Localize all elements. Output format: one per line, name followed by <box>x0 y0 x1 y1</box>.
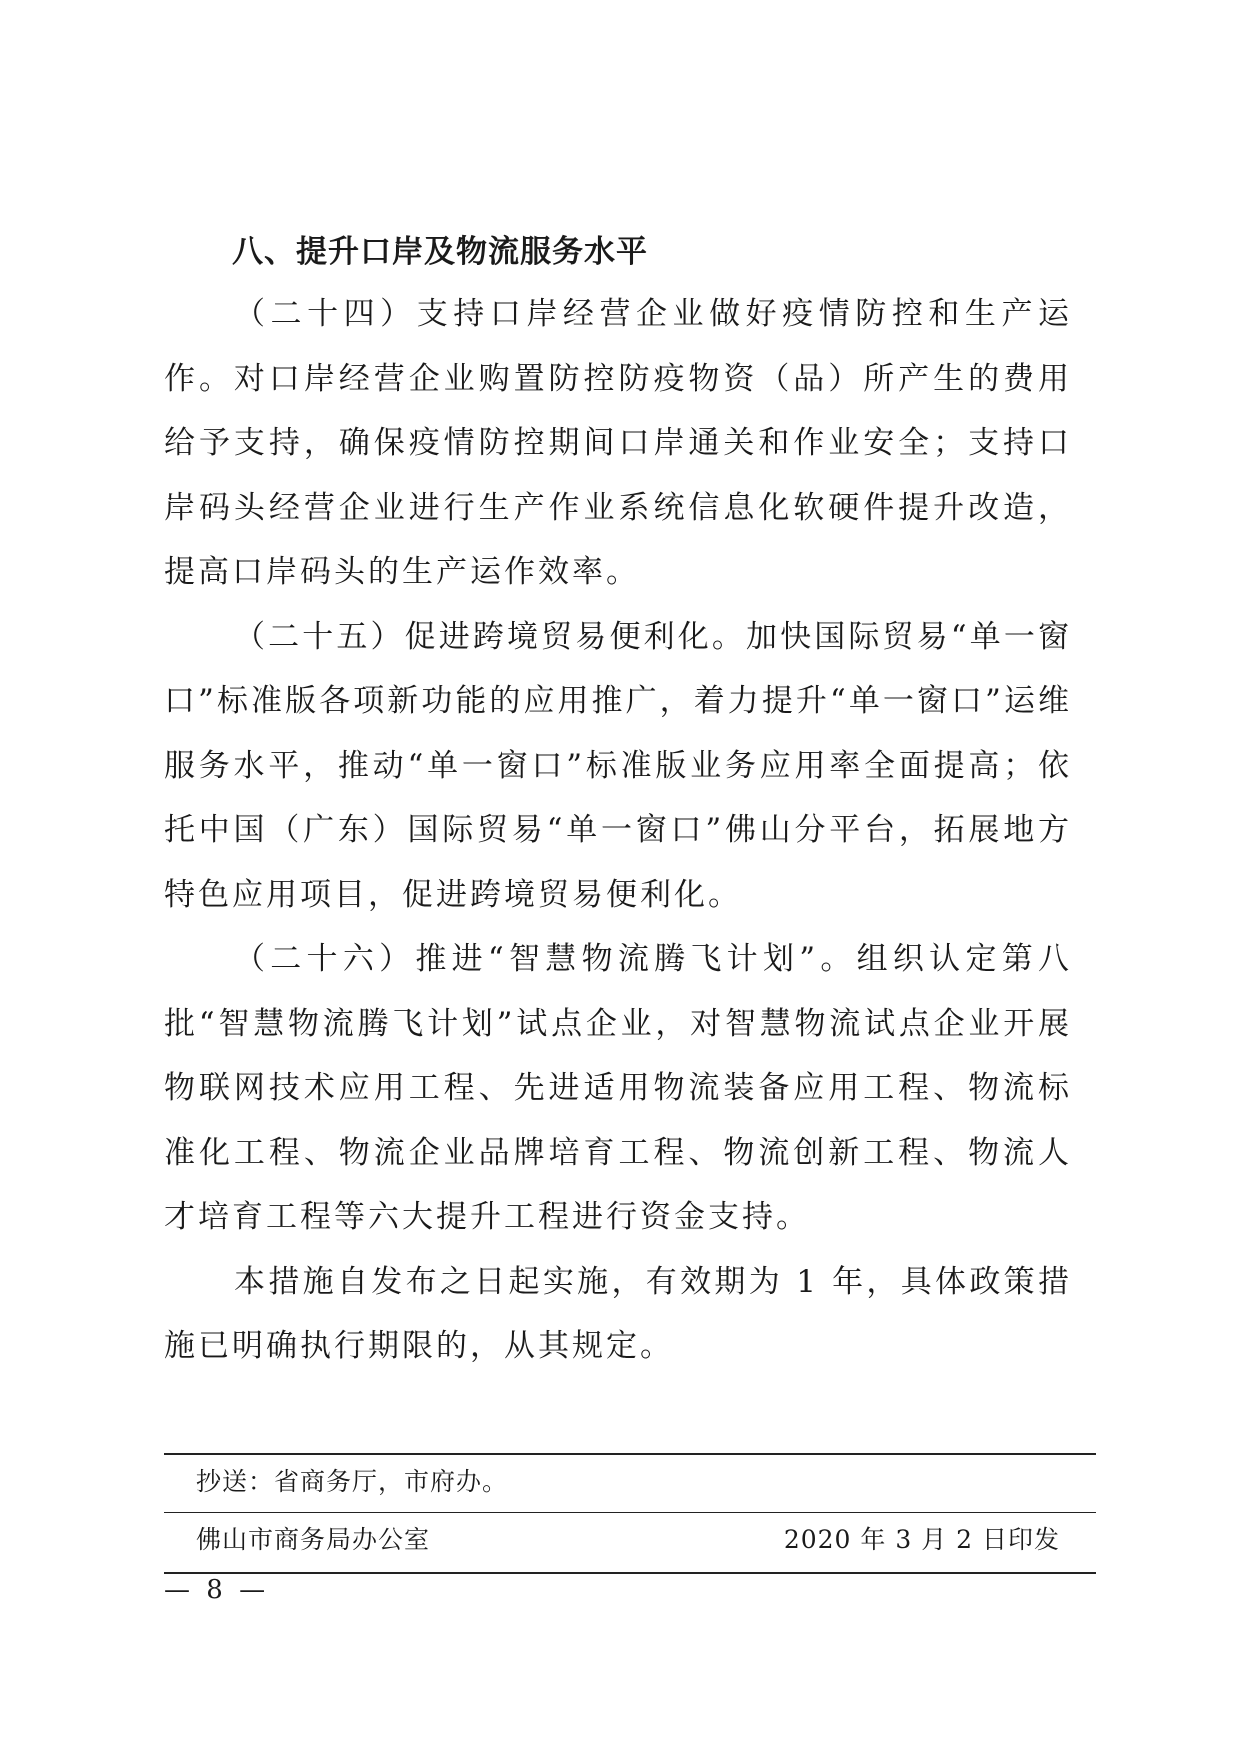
section-heading: 八、提升口岸及物流服务水平 <box>232 234 648 270</box>
footer-issue-date: 2020 年 3 月 2 日印发 <box>783 1525 1060 1554</box>
paragraph-26: （二十六）推进“智慧物流腾飞计划”。组织认定第八批“智慧物流腾飞计划”试点企业，对智慧物流试点企业开展物联网技术应用工程、先进适用物流装备应用工程、物流标准化工程、物流企业品牌培育工程、物流创新工程、物流人才培育工程等六大提升工程进行资金支持。 <box>164 941 1072 1235</box>
paragraph-25: （二十五）促进跨境贸易便利化。加快国际贸易“单一窗口”标准版各项新功能的应用推广，着力提升“单一窗口”运维服务水平，推动“单一窗口”标准版业务应用率全面提高；依托中国（广东）国际贸易“单一窗口”佛山分平台，拓展地方特色应用项目，促进跨境贸易便利化。 <box>164 618 1072 913</box>
footer-middle-rule <box>164 1512 1096 1513</box>
page-number: — 8 — <box>164 1575 270 1605</box>
paragraph-effective-date: 本措施自发布之日起实施，有效期为 1 年，具体政策措施已明确执行期限的，从其规定。 <box>164 1263 1072 1364</box>
footer-bottom-rule <box>164 1572 1096 1574</box>
footer-issuer: 佛山市商务局办公室 <box>196 1525 431 1554</box>
document-body <box>164 222 1072 1379</box>
footer-cc-row <box>196 1462 1060 1502</box>
paragraph-24: （二十四）支持口岸经营企业做好疫情防控和生产运作。对口岸经营企业购置防控防疫物资（品）所产生的费用给予支持，确保疫情防控期间口岸通关和作业安全；支持口岸码头经营企业进行生产作业系统信息化软硬件提升改造，提高口岸码头的生产运作效率。 <box>164 296 1072 590</box>
footer-top-rule <box>164 1453 1096 1455</box>
footer-cc: 抄送：省商务厅，市府办。 <box>196 1467 509 1496</box>
footer-issuer-row <box>196 1520 1060 1560</box>
